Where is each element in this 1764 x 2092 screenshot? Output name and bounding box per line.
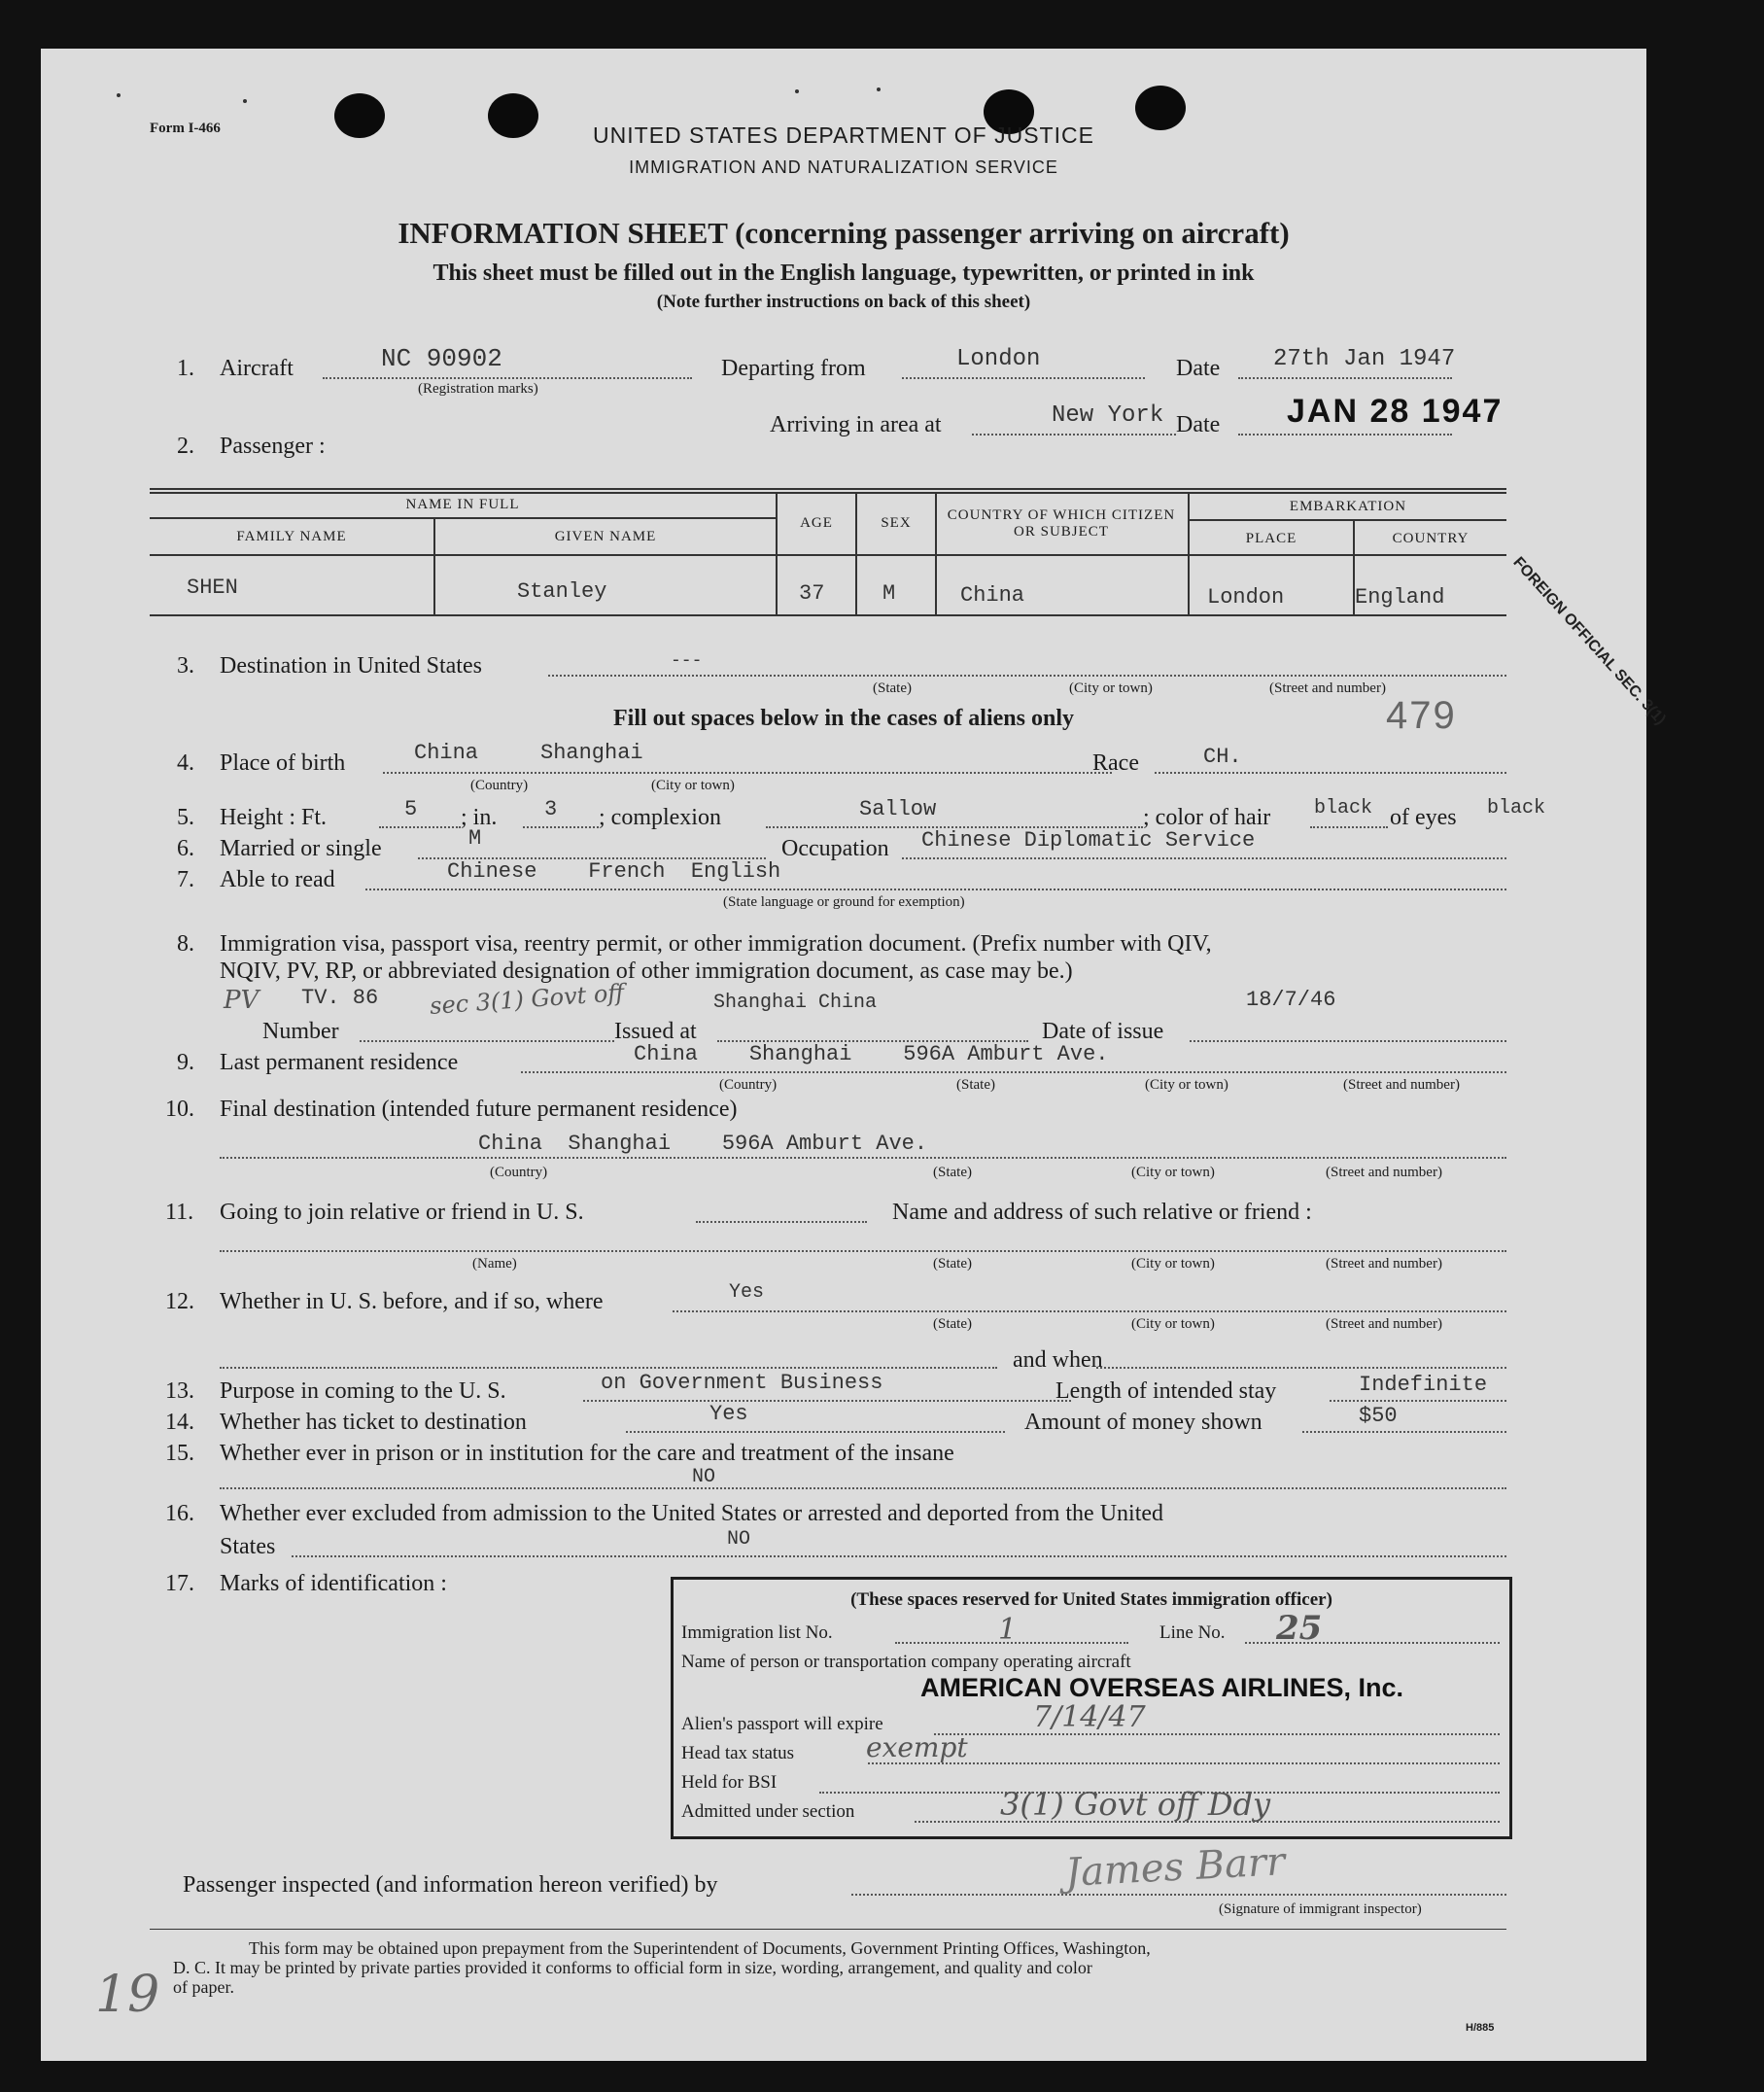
footer-line-3: of paper. (173, 1977, 234, 1997)
residence-line (521, 1071, 1506, 1073)
arriving-line (972, 434, 1176, 436)
departing-line (902, 377, 1145, 379)
given-name-cell[interactable]: Stanley (517, 579, 607, 604)
citizen-cell[interactable]: China (960, 583, 1025, 608)
prison-value[interactable]: NO (692, 1466, 716, 1488)
eyes-label: of eyes (1390, 805, 1457, 830)
col-embarkation: EMBARKATION (1289, 499, 1407, 514)
page-note: (Note further instructions on back of this sheet) (656, 292, 1031, 312)
when-label: and when (1013, 1347, 1103, 1373)
date-label: Date (1176, 356, 1221, 381)
final-destination-line (220, 1157, 1506, 1159)
line-no-label: Line No. (1159, 1622, 1226, 1643)
doc-handwritten-note: sec 3(1) Govt off (429, 979, 626, 1020)
read-label: Able to read (220, 867, 335, 892)
q13-num: 13. (165, 1378, 194, 1404)
admitted-label: Admitted under section (681, 1801, 855, 1822)
stamp-number: 479 (1386, 694, 1457, 737)
read-line (365, 889, 1506, 890)
us-before-line-2 (220, 1367, 997, 1369)
eyes-value[interactable]: black (1487, 797, 1546, 819)
stay-line (1330, 1400, 1506, 1402)
col-emb-country: COUNTRY (1392, 531, 1470, 546)
when-line (1096, 1367, 1506, 1369)
speck (795, 89, 799, 93)
cap-city: (City or town) (1131, 1316, 1215, 1332)
languages-value[interactable]: Chinese French English (447, 859, 781, 884)
arrival-date-line (1238, 434, 1452, 436)
table-col-rule (776, 492, 778, 614)
race-label: Race (1092, 750, 1139, 776)
cap-city: (City or town) (1145, 1077, 1228, 1093)
number-line (360, 1040, 614, 1042)
race-value[interactable]: CH. (1203, 745, 1242, 769)
ft-line (379, 826, 461, 828)
age-cell[interactable]: 37 (799, 581, 825, 606)
cap-state: (State) (956, 1077, 995, 1093)
birthplace-label: Place of birth (220, 750, 346, 776)
cap-street: (Street and number) (1326, 1316, 1442, 1332)
occupation-label: Occupation (781, 836, 889, 861)
q16-num: 16. (165, 1501, 194, 1526)
signature-line (851, 1894, 1506, 1896)
footer-line-1: This form may be obtained upon prepayment from the Superintendent of Documents, Government Printing Offices, Washington, (249, 1938, 1151, 1958)
cap-city: (City or town) (1131, 1256, 1215, 1272)
relative-address-line (220, 1250, 1506, 1252)
departing-value[interactable]: London (956, 346, 1041, 372)
q11-num: 11. (165, 1200, 194, 1225)
cap-city: (City or town) (651, 778, 735, 793)
purpose-line (583, 1400, 1071, 1402)
margin-handwritten-number: 19 (95, 1966, 160, 2024)
us-before-line (673, 1310, 1506, 1312)
embark-place-cell[interactable]: London (1207, 585, 1285, 610)
hair-line (1310, 826, 1388, 828)
q3-num: 3. (177, 653, 194, 679)
q12-num: 12. (165, 1289, 194, 1314)
residence-label: Last permanent residence (220, 1050, 459, 1075)
company-label: Name of person or transportation company operating aircraft (681, 1652, 1131, 1672)
col-age: AGE (800, 515, 833, 531)
q14-num: 14. (165, 1410, 194, 1435)
q8-num: 8. (177, 931, 194, 957)
excluded-label: Whether ever excluded from admission to the United States or arrested and deported from the United (220, 1501, 1164, 1526)
headtax-label: Head tax status (681, 1743, 795, 1763)
admitted-value[interactable]: 3(1) Govt off Ddy (1000, 1786, 1271, 1823)
us-before-value[interactable]: Yes (729, 1281, 765, 1304)
residence-value[interactable]: China Shanghai 596A Amburt Ave. (634, 1042, 1109, 1066)
occupation-line (902, 857, 1506, 859)
expire-label: Alien's passport will expire (681, 1714, 883, 1734)
purpose-label: Purpose in coming to the U. S. (220, 1378, 506, 1404)
stay-label: Length of intended stay (1055, 1378, 1277, 1404)
join-relative-line (696, 1221, 867, 1223)
inch-label: ; in. (461, 805, 498, 830)
occupation-value[interactable]: Chinese Diplomatic Service (921, 828, 1256, 853)
birth-country-value[interactable]: China (414, 741, 479, 765)
q10-num: 10. (165, 1097, 194, 1122)
col-citizen-country: COUNTRY OF WHICH CITIZEN OR SUBJECT (947, 507, 1176, 540)
relative-address-label: Name and address of such relative or friend : (892, 1200, 1312, 1225)
issued-at-label: Issued at (614, 1019, 697, 1044)
arrival-date-stamp: JAN 28 1947 (1287, 393, 1504, 430)
aircraft-label: Aircraft (220, 356, 294, 381)
aircraft-value[interactable]: NC 90902 (381, 344, 502, 373)
arriving-value[interactable]: New York (1052, 402, 1164, 429)
money-line (1302, 1431, 1506, 1433)
purpose-value[interactable]: on Government Business (601, 1371, 883, 1395)
q1-num: 1. (177, 356, 194, 381)
family-name-cell[interactable]: SHEN (187, 575, 238, 600)
table-col-rule (935, 492, 937, 614)
arriving-label: Arriving in area at (770, 412, 942, 437)
marital-value[interactable]: M (468, 826, 482, 851)
aircraft-line (323, 377, 692, 379)
table-rule (150, 488, 1506, 490)
destination-value[interactable]: --- (671, 651, 703, 671)
cap-street: (Street and number) (1343, 1077, 1460, 1093)
language-caption: (State language or ground for exemption) (723, 894, 965, 910)
destination-label: Destination in United States (220, 653, 482, 679)
arrival-date-label: Date (1176, 412, 1221, 437)
table-rule (150, 492, 1506, 494)
us-before-label: Whether in U. S. before, and if so, where (220, 1289, 604, 1314)
sex-cell[interactable]: M (882, 581, 896, 606)
document-text-1: Immigration visa, passport visa, reentry permit, or other immigration document. (Prefix number with QIV, (220, 931, 1212, 957)
race-line (1155, 772, 1506, 774)
table-rule (150, 517, 778, 519)
col-given-name: GIVEN NAME (554, 529, 657, 544)
cap-street: (Street and number) (1269, 680, 1386, 696)
departure-date-value[interactable]: 27th Jan 1947 (1273, 346, 1456, 372)
complexion-label: ; complexion (599, 805, 721, 830)
cap-state: (State) (873, 680, 912, 696)
cap-city: (City or town) (1069, 680, 1153, 696)
cap-city: (City or town) (1131, 1165, 1215, 1180)
height-label: Height : Ft. (220, 805, 328, 830)
expire-line (934, 1733, 1500, 1735)
ticket-line (626, 1431, 1005, 1433)
date-of-issue-label: Date of issue (1042, 1019, 1164, 1044)
q6-num: 6. (177, 836, 194, 861)
page-title: INFORMATION SHEET (concerning passenger arriving on aircraft) (398, 216, 1290, 250)
embark-country-cell[interactable]: England (1355, 585, 1445, 610)
foreign-official-stamp: FOREIGN OFFICIAL SEC. 3(1) (1509, 554, 1669, 728)
excluded-value[interactable]: NO (727, 1528, 751, 1551)
q15-num: 15. (165, 1441, 194, 1466)
page-subtitle: This sheet must be filled out in the English language, typewritten, or printed in ink (432, 261, 1255, 286)
q17-num: 17. (165, 1571, 194, 1596)
q2-num: 2. (177, 434, 194, 459)
q4-num: 4. (177, 750, 194, 776)
complexion-value[interactable]: Sallow (859, 797, 937, 821)
height-ft-value[interactable]: 5 (404, 797, 418, 821)
join-relative-label: Going to join relative or friend in U. S. (220, 1200, 584, 1225)
document-text-2: NQIV, PV, RP, or abbreviated designation of other immigration document, as case may be.) (220, 959, 1073, 984)
stay-value[interactable]: Indefinite (1359, 1373, 1488, 1397)
registration-caption: (Registration marks) (418, 381, 538, 397)
expire-value[interactable]: 7/14/47 (1033, 1700, 1146, 1734)
departing-label: Departing from (721, 356, 866, 381)
table-rule (150, 614, 1506, 616)
q7-num: 7. (177, 867, 194, 892)
number-label: Number (262, 1019, 339, 1044)
doc-prefix-handwritten: PV (224, 986, 259, 1015)
cap-country: (Country) (490, 1165, 548, 1180)
service-heading: IMMIGRATION AND NATURALIZATION SERVICE (629, 157, 1058, 177)
cap-state: (State) (933, 1165, 972, 1180)
officer-box (671, 1577, 1512, 1839)
excluded-label-2: States (220, 1534, 276, 1559)
hair-value[interactable]: black (1314, 797, 1373, 819)
inch-line (523, 826, 599, 828)
speck (243, 99, 247, 103)
prison-line (220, 1487, 1506, 1489)
cap-country: (Country) (470, 778, 529, 793)
line-no-value[interactable]: 25 (1276, 1609, 1323, 1648)
date-line (1238, 377, 1452, 379)
final-destination-value[interactable]: China Shanghai 596A Amburt Ave. (478, 1132, 928, 1156)
inspected-label: Passenger inspected (and information hereon verified) by (183, 1872, 718, 1898)
department-heading: UNITED STATES DEPARTMENT OF JUSTICE (593, 122, 1094, 148)
form-sheet (41, 49, 1669, 2061)
doc-number-value[interactable]: TV. 86 (301, 986, 379, 1010)
issued-at-value[interactable]: Shanghai China (713, 992, 878, 1014)
cap-street: (Street and number) (1326, 1256, 1442, 1272)
marks-label: Marks of identification : (220, 1571, 447, 1596)
prison-label: Whether ever in prison or in institution for the care and treatment of the insane (220, 1441, 954, 1466)
hair-label: ; color of hair (1143, 805, 1271, 830)
col-family-name: FAMILY NAME (236, 529, 347, 544)
date-of-issue-value[interactable]: 18/7/46 (1246, 988, 1336, 1012)
table-rule (1188, 519, 1506, 521)
officer-box-title: (These spaces reserved for United States immigration officer) (850, 1589, 1332, 1610)
list-no-label: Immigration list No. (681, 1622, 833, 1643)
company-stamp: AMERICAN OVERSEAS AIRLINES, Inc. (920, 1673, 1404, 1702)
cap-name: (Name) (472, 1256, 517, 1272)
ticket-value[interactable]: Yes (709, 1402, 748, 1426)
signature-caption: (Signature of immigrant inspector) (1219, 1901, 1422, 1917)
final-destination-label: Final destination (intended future permanent residence) (220, 1097, 738, 1122)
cap-state: (State) (933, 1256, 972, 1272)
form-id: Form I-466 (150, 121, 221, 136)
q9-num: 9. (177, 1050, 194, 1075)
q5-num: 5. (177, 805, 194, 830)
birth-city-value[interactable]: Shanghai (540, 741, 643, 765)
ticket-label: Whether has ticket to destination (220, 1410, 527, 1435)
birthplace-line (383, 772, 1112, 774)
date-of-issue-line (1190, 1040, 1506, 1042)
money-label: Amount of money shown (1024, 1410, 1262, 1435)
list-no-value[interactable]: 1 (998, 1613, 1018, 1647)
col-place: PLACE (1245, 531, 1297, 546)
table-rule (150, 554, 1506, 556)
footer-rule (150, 1929, 1506, 1930)
height-in-value[interactable]: 3 (544, 797, 558, 821)
bsi-label: Held for BSI (681, 1772, 778, 1793)
inspector-signature: James Barr (1063, 1839, 1287, 1896)
footer-line-2: D. C. It may be printed by private parties provided it conforms to official form in size, wording, arrangement, and quality and color (173, 1958, 1092, 1977)
headtax-value[interactable]: exempt (866, 1731, 968, 1763)
col-name-in-full: NAME IN FULL (405, 497, 520, 512)
speck (877, 87, 881, 91)
destination-line (548, 675, 1506, 677)
aliens-only-note: Fill out spaces below in the cases of aliens only (612, 706, 1074, 731)
money-value[interactable]: $50 (1359, 1404, 1398, 1428)
table-col-rule (855, 492, 857, 614)
cap-street: (Street and number) (1326, 1165, 1442, 1180)
passenger-label: Passenger : (220, 434, 326, 459)
footer-code: H/885 (1466, 2022, 1495, 2034)
cap-country: (Country) (719, 1077, 778, 1093)
cap-state: (State) (933, 1316, 972, 1332)
marital-label: Married or single (220, 836, 382, 861)
col-sex: SEX (881, 515, 912, 531)
excluded-line (292, 1555, 1506, 1557)
speck (117, 93, 121, 97)
